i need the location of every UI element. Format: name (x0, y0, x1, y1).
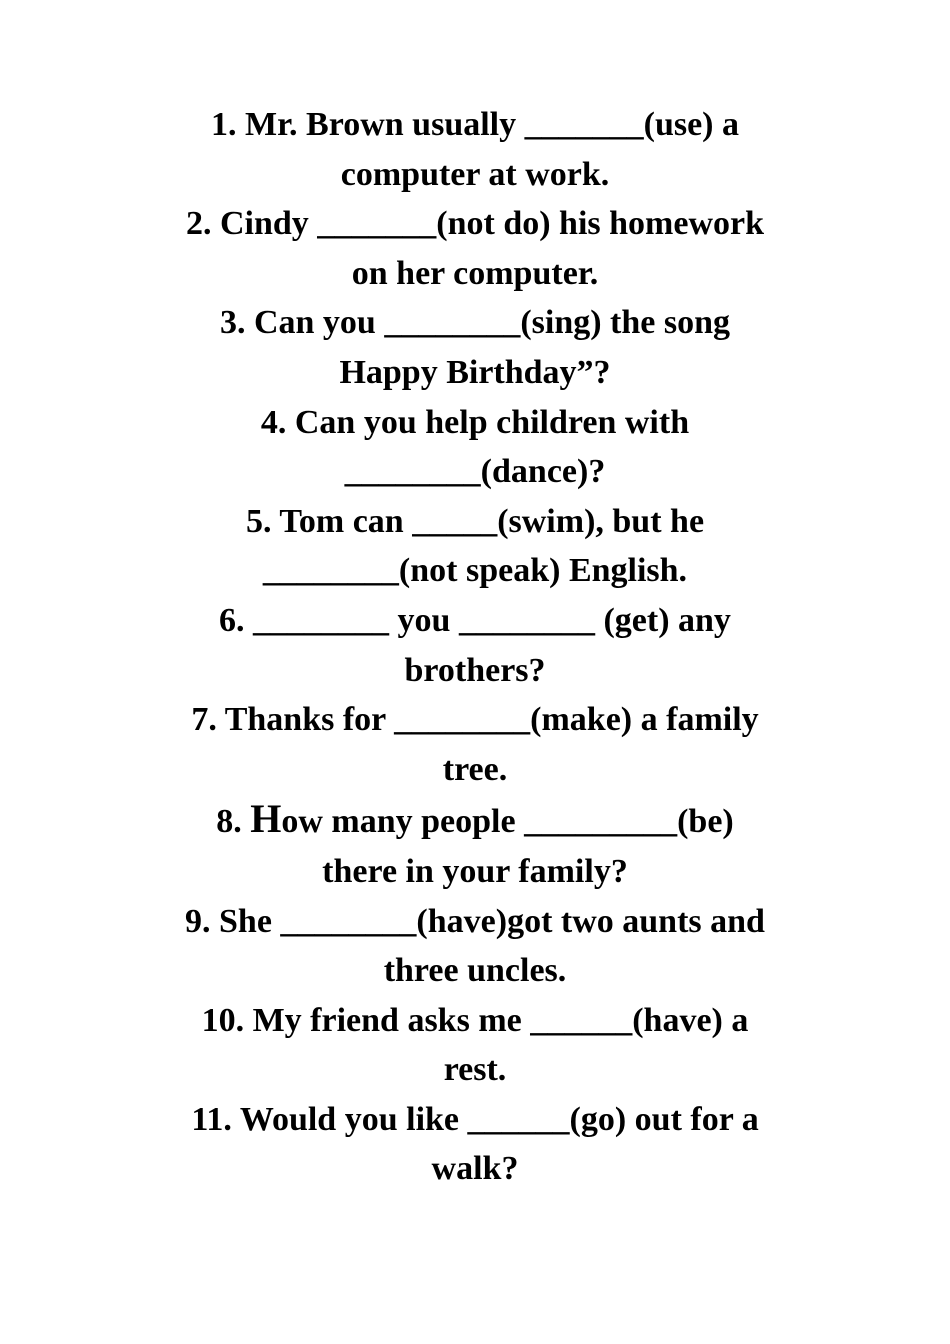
question-8-capital-letter: H (250, 796, 282, 842)
question-11-line-2: walk? (431, 1150, 519, 1188)
question-3 (125, 298, 825, 397)
question-6-line-1: 6. ________ you ________ (get) any (219, 601, 731, 639)
question-10-line-2: rest. (443, 1051, 507, 1089)
question-5 (125, 497, 825, 596)
question-8-line-2: there in your family? (322, 852, 628, 890)
question-6-line-2: brothers? (404, 651, 546, 689)
question-8-text: ow many people _________(be) (281, 803, 734, 841)
question-7-line-2: tree. (442, 750, 508, 788)
question-8-number: 8. (216, 803, 251, 841)
question-11-line-1: 11. Would you like ______(go) out for a (191, 1100, 759, 1138)
exercise-list (125, 100, 825, 1194)
question-6 (125, 596, 825, 695)
question-9-line-1: 9. She ________(have)got two aunts and (185, 902, 765, 940)
question-1 (125, 100, 825, 199)
question-8-line-1 (125, 794, 825, 847)
question-4 (125, 398, 825, 497)
question-5-line-1: 5. Tom can _____(swim), but he (245, 502, 705, 540)
question-5-line-2: ________(not speak) English. (262, 552, 688, 590)
question-4-line-1: 4. Can you help children with (260, 403, 690, 441)
question-7-line-1: 7. Thanks for ________(make) a family (191, 701, 759, 739)
question-9-line-2: three uncles. (383, 952, 567, 990)
question-4-line-2: ________(dance)? (344, 453, 606, 491)
question-2-line-1: 2. Cindy _______(not do) his homework (185, 205, 765, 243)
question-1-line-2: computer at work. (340, 155, 610, 193)
question-8 (125, 794, 825, 896)
question-7 (125, 695, 825, 794)
question-1-line-1: 1. Mr. Brown usually _______(use) a (211, 106, 739, 143)
question-9 (125, 897, 825, 996)
question-3-line-2: Happy Birthday”? (339, 353, 611, 391)
question-11 (125, 1095, 825, 1194)
question-2-line-2: on her computer. (351, 254, 599, 292)
question-10-line-1: 10. My friend asks me ______(have) a (201, 1001, 749, 1039)
question-2 (125, 199, 825, 298)
question-3-line-1: 3. Can you ________(sing) the song (219, 304, 731, 342)
question-10 (125, 996, 825, 1095)
